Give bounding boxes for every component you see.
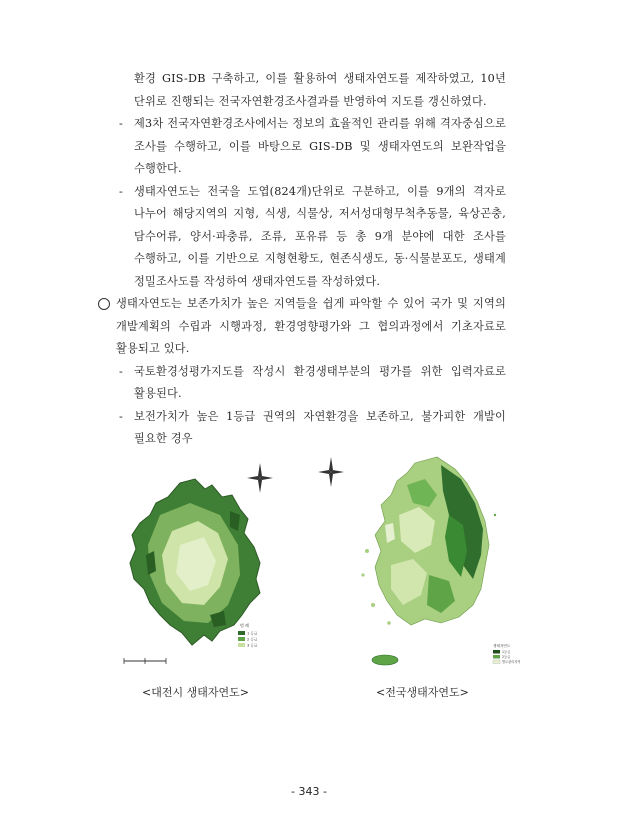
daejeon-map-caption: <대전시 생태자연도> [142, 686, 249, 699]
daejeon-eco-map [120, 475, 280, 665]
paragraph-line: 단위로 진행되는 전국자연환경조사결과를 반영하여 지도를 갱신하였다. [134, 94, 487, 108]
paragraph-line: 필요한 경우 [134, 432, 193, 445]
dash-bullet: - [119, 409, 123, 423]
paragraph-line: 정밀조사도를 작성하여 생태자연도를 작성하였다. [134, 274, 381, 288]
paragraph-line: 활용된다. [134, 387, 182, 400]
jeju-island [372, 655, 398, 665]
paragraph-line: 담수어류, 양서·파충류, 조류, 포유류 등 총 9개 분야에 대한 조사를 [134, 229, 506, 243]
compass-rose-icon [247, 463, 273, 493]
daejeon-scale-bar [124, 658, 166, 664]
korea-map-caption: <전국생태자연도> [376, 686, 469, 699]
korea-eco-map [345, 455, 525, 675]
korea-legend-item-1: 1등급 [502, 650, 511, 654]
paragraph-line: 생태자연도는 전국을 도엽(824개)단위로 구분하고, 이를 9개의 격자로 [134, 184, 506, 198]
korea-legend-item-3: 별도관리지역 [502, 660, 521, 664]
dash-bullet: - [119, 117, 123, 130]
korea-legend [493, 643, 520, 664]
paragraph-line: 수행한다. [134, 162, 182, 175]
paragraph-line: 보전가치가 높은 1등급 권역의 자연환경을 보존하고, 불가피한 개발이 [134, 409, 506, 423]
paragraph-line: 환경 GIS-DB 구축하고, 이를 활용하여 생태자연도를 제작하였고, 10년 [134, 72, 506, 85]
korea-legend-item-2: 2등급 [502, 655, 511, 659]
page-number: - 343 - [291, 785, 327, 798]
daejeon-legend-item-1: 1 등급 [247, 631, 258, 636]
paragraph-line: 수행하고, 이를 기반으로 지형현황도, 현존식생도, 동·식물분포도, 생태계 [134, 252, 506, 265]
paragraph-line: 국토환경성평가지도를 작성시 환경생태부분의 평가를 위한 입력자료로 [134, 364, 506, 378]
daejeon-legend-item-2: 2 등급 [247, 637, 258, 642]
dash-bullet: - [119, 184, 123, 198]
daejeon-legend-title: 범 례 [240, 623, 249, 628]
paragraph-line: 제3차 전국자연환경조사에서는 정보의 효율적인 관리를 위해 격자중심으로 [134, 117, 506, 130]
paragraph-line: 개발계획의 수립과 시행과정, 환경영향평가와 그 협의과정에서 기초자료로 [116, 319, 506, 333]
paragraph-line: 활용되고 있다. [116, 342, 190, 355]
dash-bullet: - [119, 364, 123, 378]
korea-legend-title: 생태자연도 [493, 644, 511, 648]
daejeon-legend-item-3: 3 등급 [247, 643, 258, 648]
circle-bullet-icon [98, 298, 110, 310]
paragraph-line: 조사를 수행하고, 이를 바탕으로 GIS-DB 및 생태자연도의 보완작업을 [134, 139, 506, 153]
compass-rose-icon [318, 457, 344, 487]
paragraph-line: 생태자연도는 보존가치가 높은 지역들을 쉽게 파악할 수 있어 국가 및 지역의 [116, 297, 506, 310]
daejeon-legend [238, 622, 258, 648]
paragraph-line: 나누어 해당지역의 지형, 식생, 식물상, 저서성대형무척추동물, 육상곤충, [134, 207, 506, 220]
